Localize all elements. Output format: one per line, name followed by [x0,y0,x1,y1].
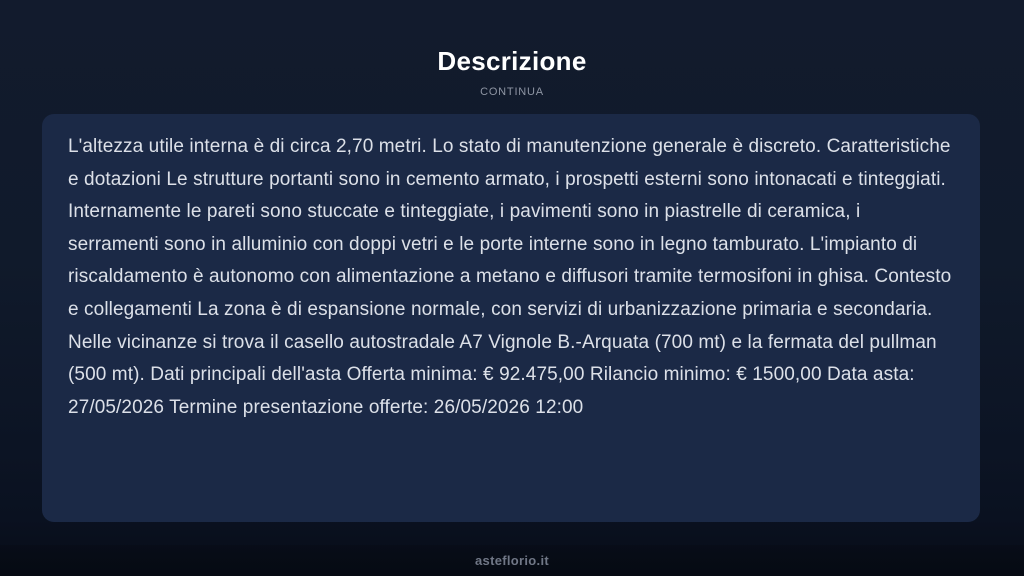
description-text: L'altezza utile interna è di circa 2,70 metri. Lo stato di manutenzione generale è discreto. Caratteristiche e dotazioni Le strutture portanti sono in cemento armato, i prospetti esterni sono intonacati e tinteggiati. Internamente le pareti sono stuccate e tinteggiate, i pavimenti sono in piastrelle di ceramica, i serramenti sono in alluminio con doppi vetri e le porte interne sono in legno tamburato. L'impianto di riscaldamento è autonomo con alimentazione a metano e diffusori tramite termosifoni in ghisa. Contesto e collegamenti La zona è di espansione normale, con servizi di urbanizzazione primaria e secondaria. Nelle vicinanze si trova il casello autostradale A7 Vignole B.-Arquata (700 mt) e la fermata del pullman (500 mt). Dati principali dell'asta Offerta minima: € 92.475,00 Rilancio minimo: € 1500,00 Data asta: 27/05/2026 Termine presentazione offerte: 26/05/2026 12:00 [68,136,952,418]
description-card [42,114,980,522]
page-header [0,0,1024,98]
footer-bar [0,545,1024,576]
page-subtitle: CONTINUA [480,86,544,98]
page-title: Descrizione [437,46,587,76]
footer-brand: asteflorio.it [475,553,549,568]
